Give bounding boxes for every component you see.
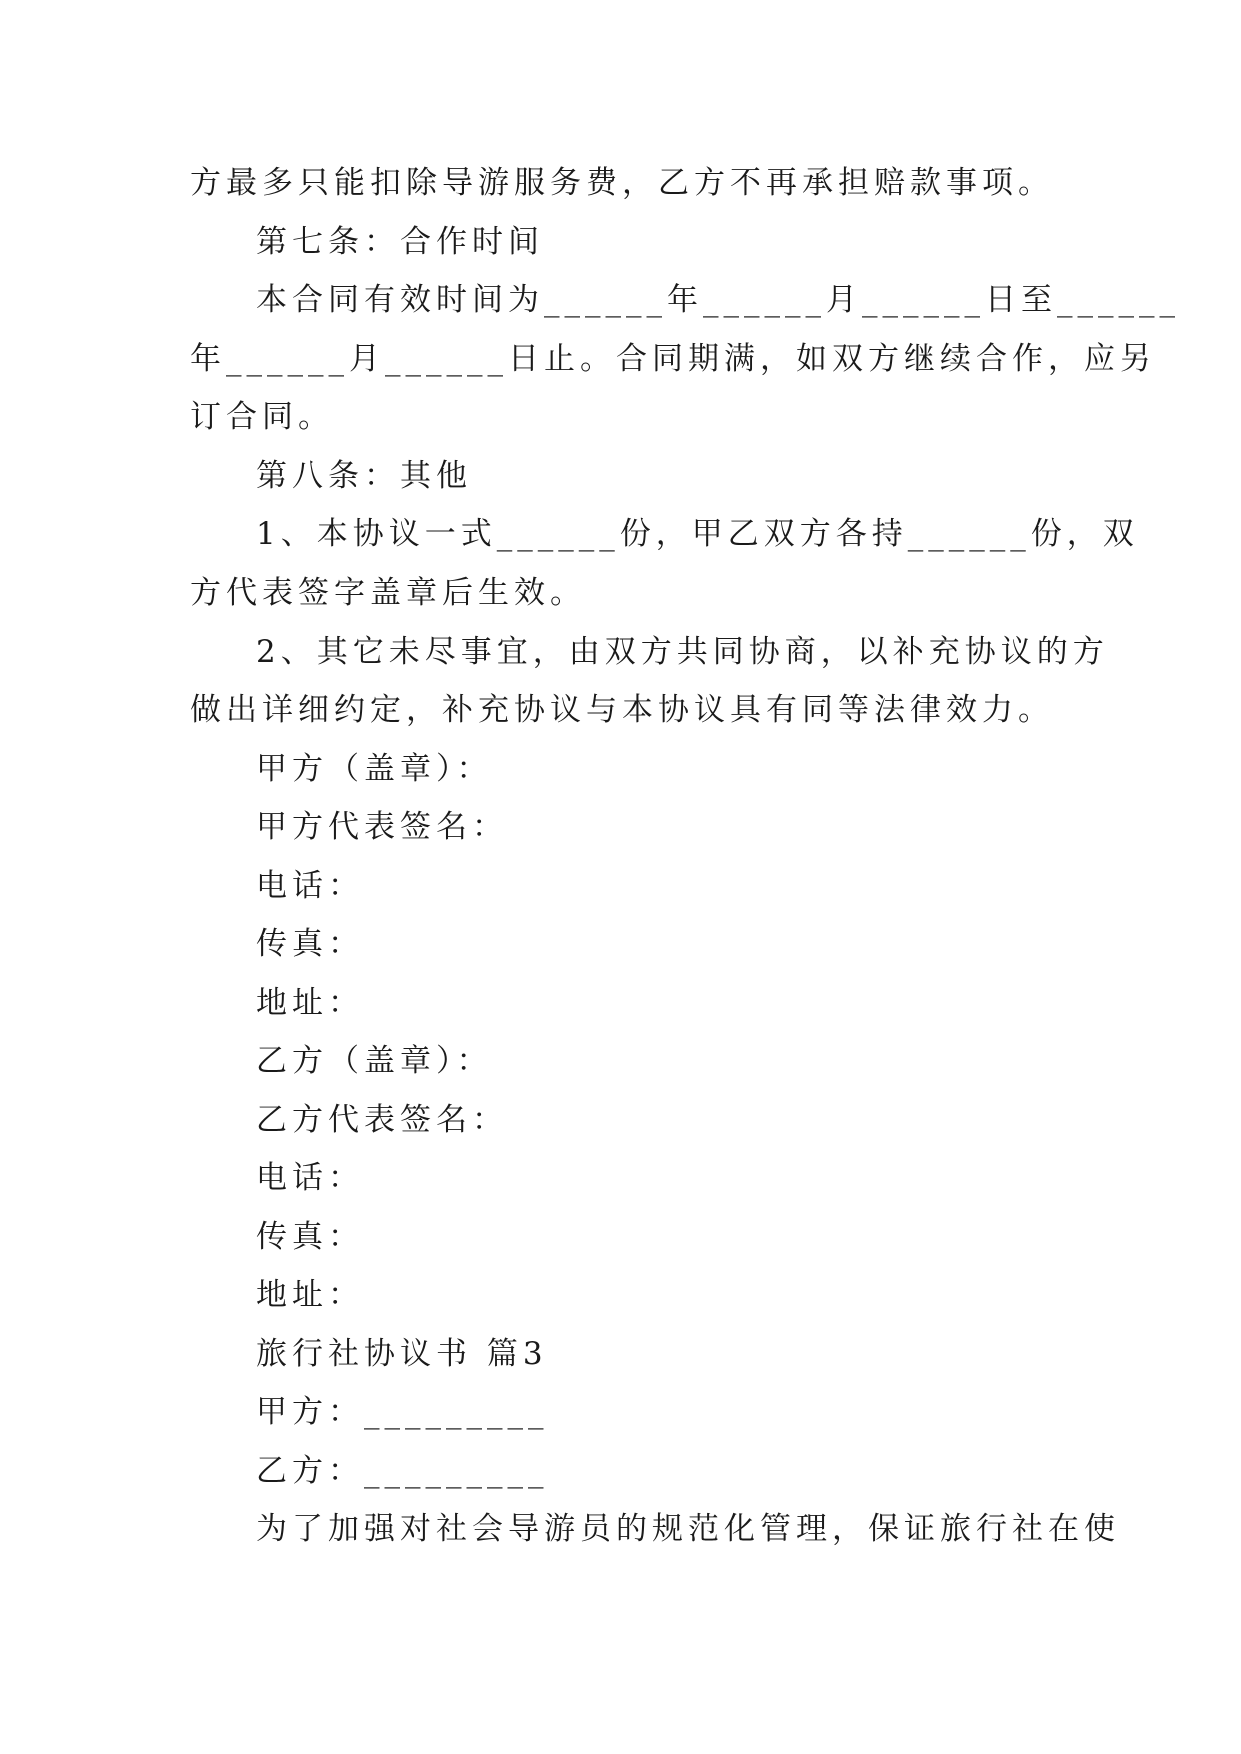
text-line: 方最多只能扣除导游服务费，乙方不再承担赔款事项。 xyxy=(190,165,1054,201)
signature-field: 甲方代表签名： xyxy=(256,809,508,845)
signature-field: 乙方（盖章）： xyxy=(256,1043,493,1079)
signature-field: 传真： xyxy=(256,926,364,962)
text-line: 年______月______日止。合同期满，如双方继续合作，应另 xyxy=(190,341,1156,377)
section-heading: 第八条：其他 xyxy=(256,458,472,494)
signature-field: 地址： xyxy=(256,985,364,1021)
signature-field: 乙方代表签名： xyxy=(256,1102,508,1138)
text-line: 方代表签字盖章后生效。 xyxy=(190,575,586,611)
document-subtitle: 旅行社协议书 篇3 xyxy=(256,1336,548,1372)
signature-field: 传真： xyxy=(256,1219,364,1255)
signature-field: 电话： xyxy=(256,868,364,904)
signature-field: 地址： xyxy=(256,1277,364,1313)
text-line: 本合同有效时间为______年______月______日至______ xyxy=(256,282,1180,318)
section-heading: 第七条：合作时间 xyxy=(256,224,544,260)
signature-field: 甲方（盖章）： xyxy=(256,751,493,787)
party-field: 乙方：_________ xyxy=(256,1453,549,1489)
signature-field: 电话： xyxy=(256,1160,364,1196)
text-line: 1、本协议一式______份，甲乙双方各持______份，双 xyxy=(256,516,1139,552)
party-field: 甲方：_________ xyxy=(256,1394,549,1430)
text-line: 订合同。 xyxy=(190,399,334,435)
text-line: 2、其它未尽事宜，由双方共同协商，以补充协议的方 xyxy=(256,634,1109,670)
text-line: 做出详细约定，补充协议与本协议具有同等法律效力。 xyxy=(190,692,1054,728)
text-line: 为了加强对社会导游员的规范化管理，保证旅行社在使 xyxy=(256,1511,1120,1547)
